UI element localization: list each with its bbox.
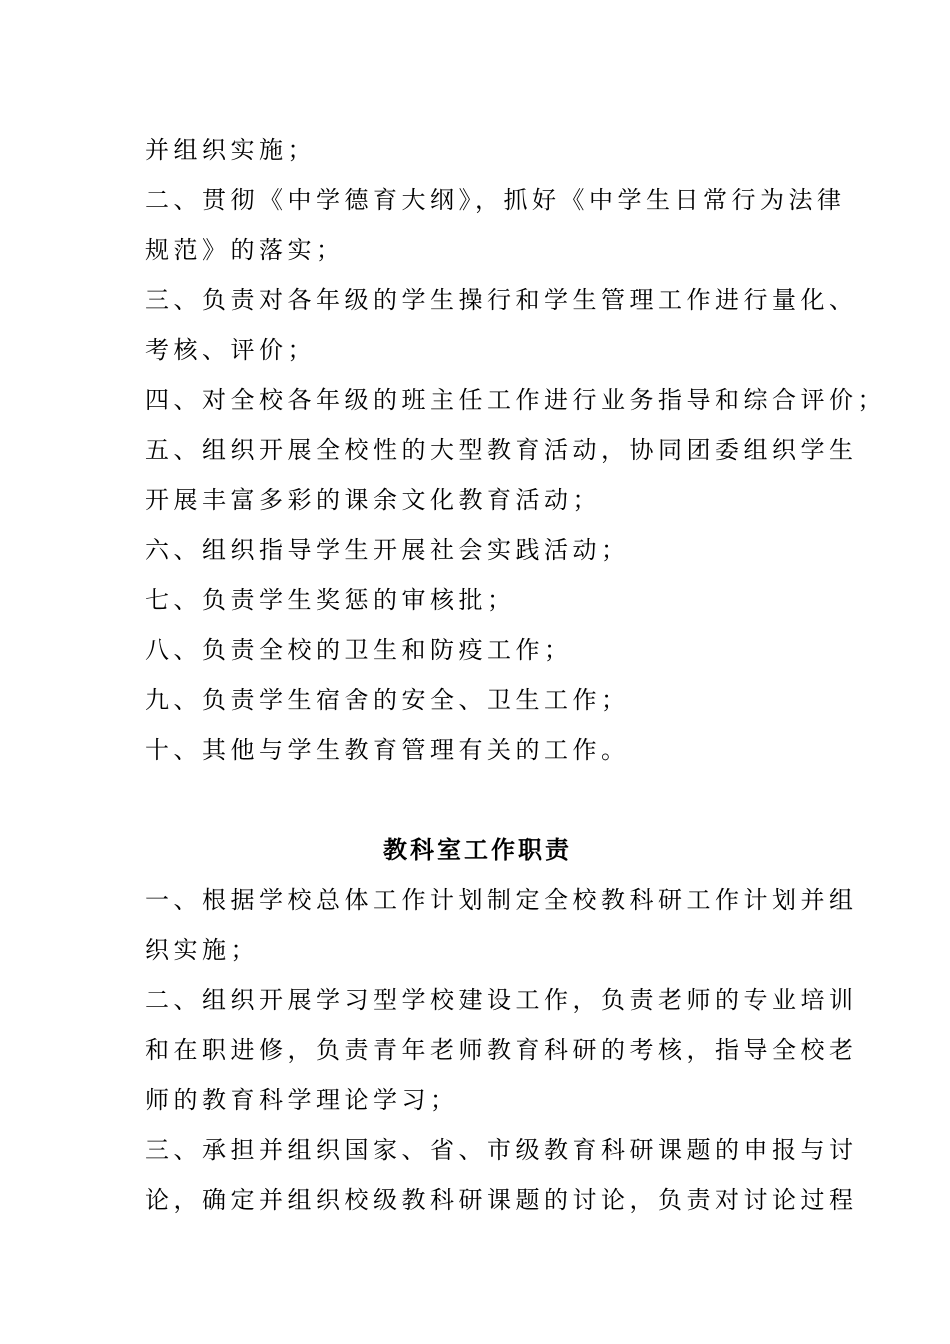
text-line: 一、根据学校总体工作计划制定全校教科研工作计划并组 — [145, 886, 858, 914]
text-line: 八、负责全校的卫生和防疫工作； — [145, 636, 573, 664]
text-line: 和在职进修，负责青年老师教育科研的考核，指导全校老 — [145, 1036, 858, 1064]
text-line: 三、负责对各年级的学生操行和学生管理工作进行量化、 — [145, 286, 858, 314]
text-line: 七、负责学生奖惩的审核批； — [145, 586, 516, 614]
text-line: 九、负责学生宿舍的安全、卫生工作； — [145, 686, 630, 714]
text-line: 开展丰富多彩的课余文化教育活动； — [145, 486, 601, 514]
text-line: 三、承担并组织国家、省、市级教育科研课题的申报与讨 — [145, 1136, 858, 1164]
text-line: 师的教育科学理论学习； — [145, 1086, 459, 1114]
text-line: 五、组织开展全校性的大型教育活动，协同团委组织学生 — [145, 436, 858, 464]
text-line: 织实施； — [145, 936, 259, 964]
text-line: 规范》的落实； — [145, 236, 345, 264]
text-line: 论，确定并组织校级教科研课题的讨论，负责对讨论过程 — [145, 1186, 858, 1214]
section-heading: 教科室工作职责 — [383, 835, 572, 864]
document-body — [145, 125, 886, 1225]
text-line: 二、贯彻《中学德育大纲》，抓好《中学生日常行为法律 — [145, 186, 846, 214]
section-gap — [145, 775, 810, 825]
text-line: 考核、评价； — [145, 336, 316, 364]
text-line: 六、组织指导学生开展社会实践活动； — [145, 536, 630, 564]
text-line: 十、其他与学生教育管理有关的工作。 — [145, 736, 630, 764]
text-line: 二、组织开展学习型学校建设工作，负责老师的专业培训 — [145, 986, 858, 1014]
text-line: 并组织实施； — [145, 136, 316, 164]
text-line: 四、对全校各年级的班主任工作进行业务指导和综合评价； — [145, 386, 886, 414]
